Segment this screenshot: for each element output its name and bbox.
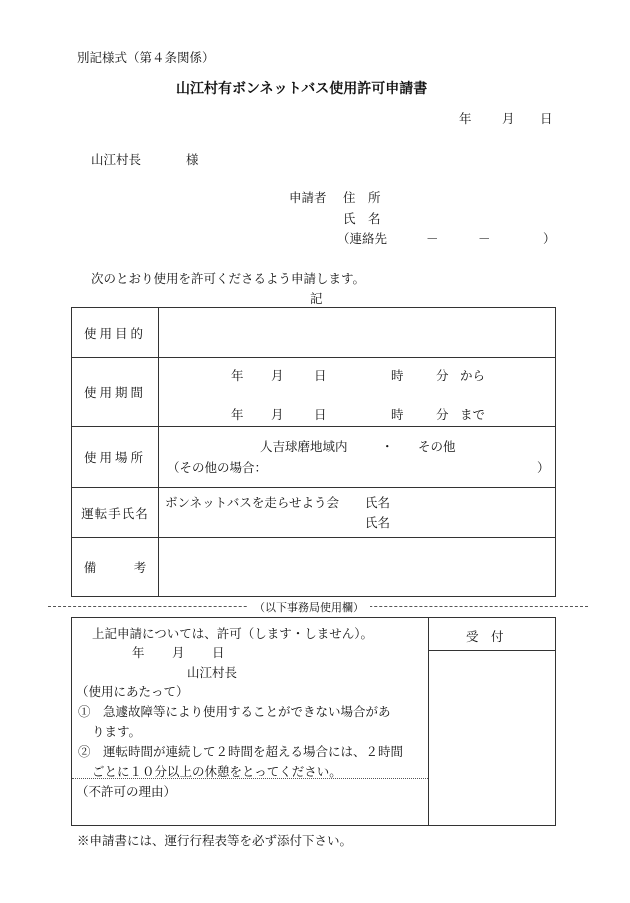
document-title: 山江村有ボンネットバス使用許可申請書: [176, 81, 428, 97]
remarks-field[interactable]: [159, 538, 556, 597]
note-1-line-2: ります。: [92, 724, 142, 739]
refusal-reason-label: （不許可の理由）: [76, 784, 177, 799]
decision-mayor: 山江村長: [187, 665, 238, 680]
decision-statement: 上記申請については、許可（します・しません）。: [92, 626, 374, 641]
remarks-label: 備 考: [72, 538, 159, 597]
period-end-minute: 分: [436, 407, 449, 422]
date-day-label: 日: [540, 111, 553, 126]
place-label: 使用場所: [72, 427, 159, 488]
period-start-day: 日: [314, 368, 327, 383]
contact-separator-1: －: [426, 231, 439, 246]
applicant-address-label: 住 所: [343, 190, 381, 205]
period-end-hour: 時: [391, 407, 404, 422]
place-separator-dot: ・: [381, 439, 394, 454]
period-start-month: 月: [271, 368, 284, 383]
applicant-label: 申請者: [289, 190, 327, 205]
period-from: から: [460, 368, 486, 383]
row-place: [72, 427, 556, 488]
purpose-field[interactable]: [159, 308, 556, 358]
note-1-line-1: ① 急遽故障等により使用することができない場合があ: [78, 704, 391, 719]
contact-separator-2: －: [478, 231, 491, 246]
reception-header-line: [428, 650, 555, 651]
row-driver: [72, 488, 556, 538]
place-other-close: ）: [537, 460, 550, 475]
row-period: [72, 358, 556, 427]
place-option-region[interactable]: 人吉球磨地域内: [260, 439, 348, 454]
addressee-name: 山江村長: [91, 152, 142, 167]
application-form-table: [71, 307, 556, 597]
decision-year: 年: [132, 645, 145, 660]
date-month-label: 月: [502, 111, 515, 126]
row-purpose: [72, 308, 556, 358]
contact-close: ）: [543, 231, 556, 246]
note-2-line-2: ごとに１０分以上の休憩をとってください。: [92, 764, 342, 779]
office-use-label: （以下事務局使用欄）: [248, 599, 370, 615]
footer-note: ※申請書には、運行行程表等を必ず添付下さい。: [77, 833, 353, 848]
period-end-year: 年: [231, 407, 244, 422]
request-statement: 次のとおり使用を許可くださるよう申請します。: [91, 271, 366, 286]
applicant-name-label: 氏 名: [343, 211, 381, 226]
driver-field[interactable]: [159, 488, 556, 538]
row-remarks: [72, 538, 556, 597]
form-reference: 別記様式（第４条関係）: [77, 50, 215, 65]
driver-name-label-1: 氏名: [365, 495, 391, 510]
office-use-box: [71, 617, 556, 826]
usage-notes-heading: （使用にあたって）: [76, 684, 189, 699]
note-2-line-1: ② 運転時間が連続して２時間を超える場合には、２時間: [78, 744, 404, 759]
period-label: 使用期間: [72, 358, 159, 427]
ki-label: 記: [310, 291, 323, 306]
reception-label: 受 付: [466, 629, 504, 644]
period-end-month: 月: [271, 407, 284, 422]
decision-day: 日: [212, 645, 225, 660]
date-year-label: 年: [459, 111, 472, 126]
driver-organization: ボンネットバスを走らせよう会: [165, 495, 340, 510]
period-start-year: 年: [231, 368, 244, 383]
period-until: まで: [460, 407, 486, 422]
period-start-hour: 時: [391, 368, 404, 383]
place-field[interactable]: [159, 427, 556, 488]
period-field[interactable]: [159, 358, 556, 427]
driver-label: 運転手氏名: [72, 488, 159, 538]
period-start-minute: 分: [436, 368, 449, 383]
place-option-other[interactable]: その他: [418, 439, 456, 454]
driver-name-label-2: 氏名: [365, 515, 391, 530]
applicant-contact-label: （連絡先: [337, 231, 388, 246]
place-other-open: （その他の場合：: [167, 460, 268, 475]
period-end-day: 日: [314, 407, 327, 422]
addressee-honorific: 様: [186, 152, 199, 167]
purpose-label: 使用目的: [72, 308, 159, 358]
decision-month: 月: [172, 645, 185, 660]
